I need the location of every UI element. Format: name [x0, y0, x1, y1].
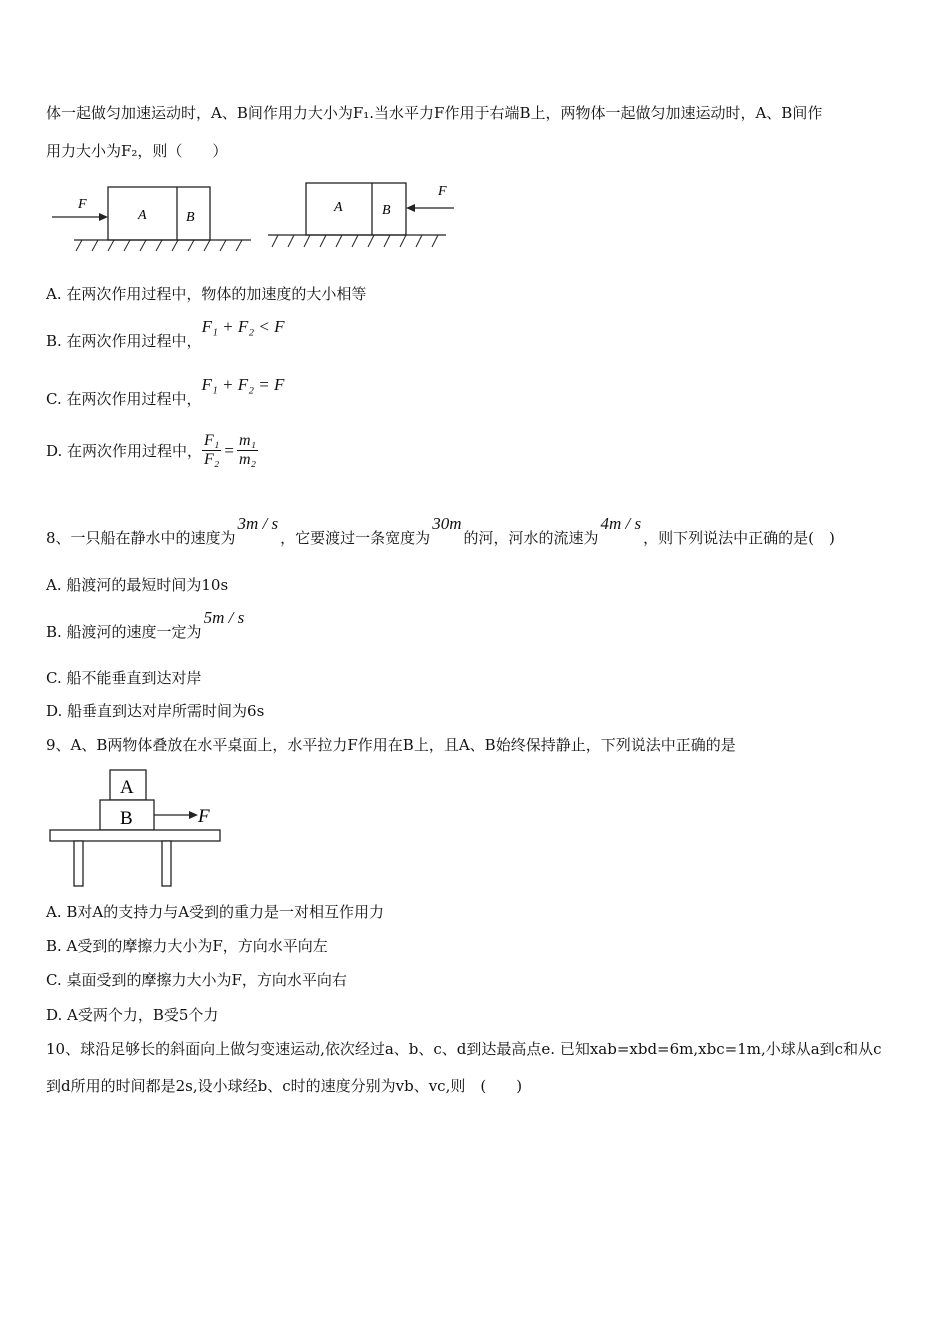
- q10-stem-line2: 到d所用的时间都是2s,设小球经b、c时的速度分别为vb、vc,则 ( ): [46, 1077, 523, 1095]
- q8-stem: [46, 514, 835, 548]
- q9-block-a-label: A: [120, 777, 134, 798]
- q8-option-b: [46, 608, 246, 642]
- q8-option-a: A. 船渡河的最短时间为10s: [46, 576, 229, 594]
- q9-option-a: A. B对A的支持力与A受到的重力是一对相互作用力: [46, 903, 385, 921]
- q7-stem-line1: 体一起做匀加速运动时，A、B间作用力大小为F₁.当水平力F作用于右端B上，两物体一起做匀加速运动时，A、B间作: [46, 104, 823, 122]
- q7-option-c-text: C. 在两次作用过程中，: [46, 390, 202, 408]
- q7-option-c-formula: F₁ + F₂ = F: [201, 375, 285, 394]
- q9-stem: 9、A、B两物体叠放在水平桌面上，水平拉力F作用在B上，且A、B始终保持静止，下列说法中正确的是: [46, 736, 736, 754]
- q7-option-d-denominator-left: F₂: [204, 451, 220, 468]
- q9-table-diagram: [46, 766, 226, 890]
- q7-option-d-fraction-right: [237, 432, 258, 469]
- q8-stem-part2: ，它要渡过一条宽度为: [280, 529, 431, 547]
- q7-left-block-b-label: B: [186, 210, 195, 225]
- q8-stem-part4: ，则下列说法中正确的是( ): [643, 529, 835, 547]
- q9-force-label: F: [198, 806, 210, 827]
- q7-option-d-text: D. 在两次作用过程中，: [46, 442, 203, 460]
- q8-option-b-value: 5m / s: [203, 608, 245, 627]
- q7-right-force-label: F: [438, 184, 447, 199]
- q7-right-block-a-label: A: [334, 200, 343, 215]
- q7-option-d-fraction-left: [202, 432, 221, 469]
- q8-river-width: 30m: [432, 514, 462, 533]
- q7-right-setup: [268, 183, 454, 247]
- q7-left-force-label: F: [78, 197, 87, 212]
- q10-stem-line1: 10、球沿足够长的斜面向上做匀变速运动,依次经过a、b、c、d到达最高点e. 已知xab=xbd=6m,xbc=1m,小球从a到c和从c: [46, 1040, 882, 1058]
- q7-option-b-formula: F₁ + F₂ < F: [201, 317, 285, 336]
- q7-left-block-a-label: A: [138, 208, 147, 223]
- q7-option-d-numerator-right: m₁: [238, 432, 257, 449]
- q9-block-b-label: B: [120, 808, 133, 829]
- q7-option-d-equals: =: [224, 440, 234, 460]
- q7-option-b: [46, 316, 285, 350]
- q7-option-d-numerator-left: F₁: [204, 432, 220, 449]
- q8-stem-part3: 的河，河水的流速为: [463, 529, 599, 547]
- q9-option-b: B. A受到的摩擦力大小为F，方向水平向左: [46, 937, 328, 955]
- q7-option-b-text: B. 在两次作用过程中，: [46, 332, 202, 350]
- q8-water-speed: 4m / s: [600, 514, 642, 533]
- q8-boat-speed: 3m / s: [237, 514, 279, 533]
- q7-right-block-b-label: B: [382, 203, 391, 218]
- q7-option-d: [46, 432, 258, 469]
- q7-force-diagram: [46, 175, 466, 265]
- q8-option-c: C. 船不能垂直到达对岸: [46, 669, 202, 687]
- q7-option-d-denominator-right: m₂: [238, 451, 257, 468]
- q7-left-setup: [52, 187, 251, 251]
- q9-option-c: C. 桌面受到的摩擦力大小为F，方向水平向右: [46, 971, 347, 989]
- q7-option-a: A. 在两次作用过程中，物体的加速度的大小相等: [46, 285, 367, 303]
- q8-stem-part1: 8、一只船在静水中的速度为: [46, 529, 236, 547]
- q7-stem-line2: 用力大小为F₂，则（ ）: [46, 142, 228, 160]
- q8-option-b-text: B. 船渡河的速度一定为: [46, 623, 202, 641]
- q8-option-d: D. 船垂直到达对岸所需时间为6s: [46, 702, 265, 720]
- q7-option-c: [46, 374, 285, 408]
- q9-option-d: D. A受两个力，B受5个力: [46, 1006, 219, 1024]
